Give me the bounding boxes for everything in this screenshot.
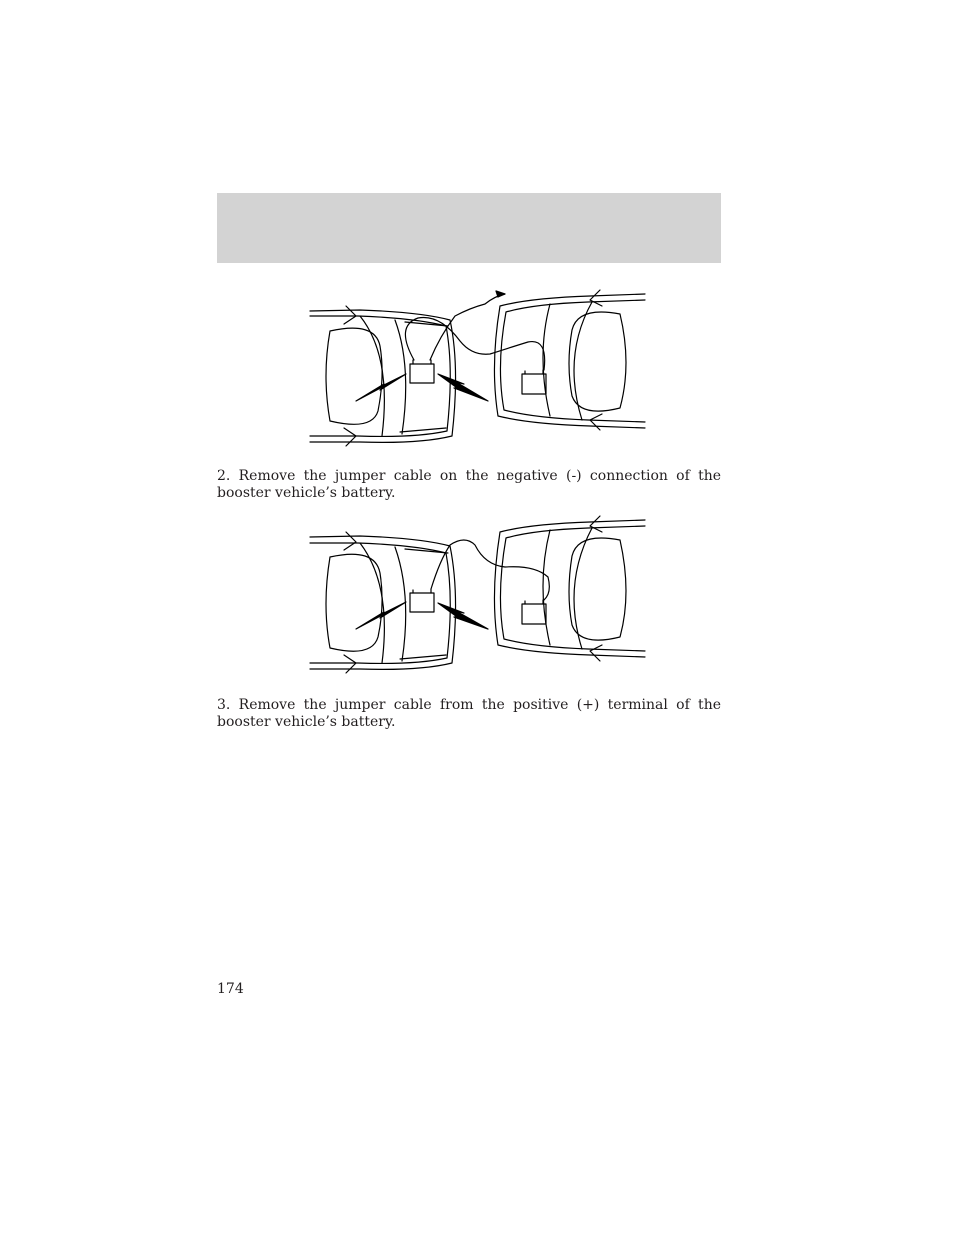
booster-battery-icon [522, 374, 546, 394]
jump-start-illustration-1 [300, 286, 660, 456]
disabled-battery-icon [410, 364, 434, 383]
jumper-cable-icon [405, 317, 544, 370]
disabled-battery-icon [410, 593, 434, 612]
spark-icon [438, 374, 488, 401]
booster-battery-icon [522, 604, 546, 624]
page-number: 174 [217, 981, 244, 997]
spark-icon [438, 603, 488, 629]
jump-start-illustration-2 [300, 515, 660, 685]
instruction-step-3: 3. Remove the jumper cable from the positive (+) terminal of the booster vehicle’s battery. [217, 697, 721, 730]
section-header-band [217, 193, 721, 263]
spark-icon [356, 374, 406, 401]
booster-vehicle [494, 290, 645, 430]
spark-icon [356, 602, 406, 629]
booster-vehicle [494, 516, 645, 661]
instruction-step-2: 2. Remove the jumper cable on the negative (-) connection of the booster vehicle’s battery. [217, 468, 721, 501]
